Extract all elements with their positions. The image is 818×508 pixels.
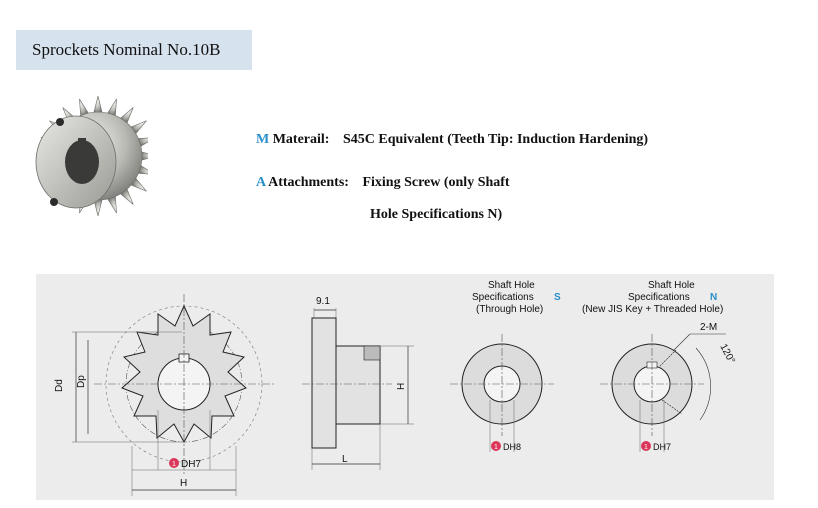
- spec-material-value: S45C Equivalent (Teeth Tip: Induction Hardening): [342, 132, 649, 147]
- page-title-text: Sprockets Nominal No.10B: [32, 40, 221, 59]
- marker-s: 1: [494, 444, 498, 451]
- spec-attachments-row-2: [370, 207, 502, 223]
- spec-n-key: N: [710, 292, 718, 303]
- spec-n-line2: Specifications: [628, 292, 690, 303]
- technical-drawing: [36, 274, 774, 500]
- bore-front-label: DH7: [181, 459, 202, 470]
- spec-n-line1: Shaft Hole: [648, 280, 695, 291]
- spec-material-label: Materail:: [272, 132, 330, 147]
- bore-s-label: DH8: [503, 442, 522, 452]
- spec-n-line3: (New JIS Key + Threaded Hole): [582, 304, 724, 315]
- bore-n-label: DH7: [653, 442, 672, 452]
- front-view: [94, 294, 274, 474]
- spec-s-key: S: [554, 292, 561, 303]
- spec-s-line2: Specifications: [472, 292, 534, 303]
- page-title: [16, 30, 252, 70]
- spec-s-line3: (Through Hole): [476, 304, 544, 315]
- sprocket-photo: [20, 84, 148, 226]
- spec-s-line1: Shaft Hole: [488, 280, 535, 291]
- spec-n-view: [582, 280, 737, 452]
- marker-front: 1: [172, 461, 176, 468]
- angle-label: 120°: [717, 342, 737, 366]
- dim-dd-label: Dd: [54, 379, 65, 392]
- marker-n: 1: [644, 444, 648, 451]
- spec-material-key: M: [256, 132, 270, 147]
- spec-attachments-value-1: Fixing Screw (only Shaft: [362, 175, 510, 190]
- dim-h-side-label: H: [396, 382, 407, 390]
- dim-l-label: L: [342, 454, 348, 465]
- spec-attachments-value-2: Hole Specifications N): [370, 207, 503, 222]
- drawing-svg: [36, 274, 774, 500]
- spec-material-row: [256, 132, 648, 148]
- dim-h-label: H: [180, 478, 188, 489]
- side-view: [302, 296, 414, 470]
- screw-label: 2-M: [700, 322, 718, 333]
- spec-s-view: [450, 280, 561, 452]
- dim-dp-label: Dp: [76, 375, 87, 388]
- dim-thickness-label: 9.1: [316, 296, 330, 307]
- spec-attachments-key: A: [256, 175, 266, 190]
- spec-attachments-label: Attachments:: [268, 175, 349, 190]
- spec-attachments-row: [256, 175, 510, 191]
